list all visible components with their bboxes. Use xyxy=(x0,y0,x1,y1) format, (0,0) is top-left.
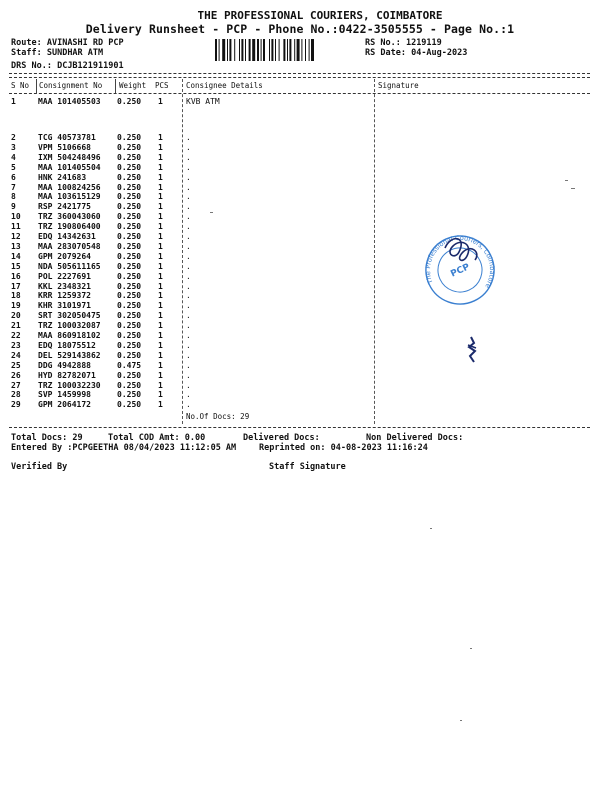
row-pcs: 1 xyxy=(158,152,163,162)
non-delivered-docs: Non Delivered Docs: xyxy=(366,433,464,443)
row-pcs: 1 xyxy=(158,202,163,212)
row-sno: 14 xyxy=(11,251,21,261)
runsheet-title: Delivery Runsheet - PCP - Phone No.:0422-3505555 - Page No.:1 xyxy=(85,22,515,36)
barcode-bar xyxy=(219,39,220,61)
table-top-rule-2 xyxy=(9,77,590,78)
row-pcs: 1 xyxy=(158,97,163,106)
row-consignment-no: DDG 4942888 xyxy=(38,360,91,370)
row-consignment-no: MAA 283070548 xyxy=(38,241,101,251)
row-weight: 0.250 xyxy=(117,311,142,321)
barcode-bar xyxy=(311,39,314,61)
barcode-bar xyxy=(305,39,306,61)
row-consignment-no: IXM 504248496 xyxy=(38,152,101,162)
row-weight: 0.475 xyxy=(117,360,142,370)
total-cod-amount: Total COD Amt: 0.00 xyxy=(108,433,206,443)
table-row xyxy=(0,242,600,252)
row-consignment-no: MAA 101405503 xyxy=(38,97,101,106)
table-row xyxy=(0,262,600,272)
row-sno: 18 xyxy=(11,291,21,301)
row-weight: 0.250 xyxy=(117,202,142,212)
row-consignee-details: . xyxy=(186,251,191,261)
barcode-bar xyxy=(294,39,295,61)
row-consignee-details: . xyxy=(186,162,191,172)
row-pcs: 1 xyxy=(158,331,163,340)
row-consignment-no: SRT 302050475 xyxy=(38,311,101,321)
table-row xyxy=(0,97,600,107)
barcode-bar xyxy=(252,39,255,61)
row-sno: 27 xyxy=(11,380,21,390)
drs-value: DCJB121911901 xyxy=(57,61,124,71)
table-row xyxy=(0,153,600,163)
row-consignee-details: . xyxy=(186,222,191,232)
col-header-signature: Signature xyxy=(378,81,419,90)
row-sno: 6 xyxy=(11,172,16,182)
row-consignee-details: . xyxy=(186,172,191,182)
row-consignee-details: . xyxy=(186,370,191,380)
row-pcs: 1 xyxy=(158,360,163,370)
table-row xyxy=(0,291,600,301)
row-sno: 28 xyxy=(11,390,21,400)
row-pcs: 1 xyxy=(158,400,163,410)
row-consignee-details: . xyxy=(186,271,191,281)
col-divider xyxy=(36,79,37,93)
signature-mark xyxy=(462,335,482,365)
table-row xyxy=(0,321,600,331)
route-line xyxy=(11,38,124,48)
row-consignee-details: . xyxy=(186,340,191,350)
row-sno: 24 xyxy=(11,350,21,360)
row-consignment-no: HYD 82782071 xyxy=(38,370,96,380)
row-pcs: 1 xyxy=(158,182,163,192)
table-row xyxy=(0,222,600,232)
table-row xyxy=(0,282,600,292)
row-consignee-details: . xyxy=(186,350,191,360)
route-value: AVINASHI RD PCP xyxy=(46,38,124,48)
row-pcs: 1 xyxy=(158,261,163,271)
row-consignee-details: . xyxy=(186,232,191,241)
rs-no-label: RS No.: xyxy=(365,38,401,48)
barcode-bar xyxy=(301,39,302,61)
staff-signature-label: Staff Signature xyxy=(269,462,346,472)
route-label: Route: xyxy=(11,38,42,48)
row-sno: 25 xyxy=(11,360,21,370)
row-weight: 0.250 xyxy=(117,321,142,331)
row-sno: 3 xyxy=(11,142,16,152)
row-weight: 0.250 xyxy=(117,331,142,340)
table-row xyxy=(0,371,600,381)
table-row xyxy=(0,361,600,371)
row-weight: 0.250 xyxy=(117,162,142,172)
barcode-bar xyxy=(283,39,285,61)
barcode-bar xyxy=(239,39,240,61)
row-sno: 11 xyxy=(11,222,21,232)
row-consignee-details: . xyxy=(186,321,191,331)
table-row xyxy=(0,192,600,202)
row-weight: 0.250 xyxy=(117,291,142,301)
row-pcs: 1 xyxy=(158,271,163,281)
row-consignee-details: . xyxy=(186,380,191,390)
row-sno: 5 xyxy=(11,162,16,172)
row-pcs: 1 xyxy=(158,212,163,222)
table-row xyxy=(0,143,600,153)
row-weight: 0.250 xyxy=(117,241,142,251)
row-pcs: 1 xyxy=(158,232,163,241)
row-weight: 0.250 xyxy=(117,152,142,162)
row-sno: 2 xyxy=(11,133,16,142)
table-row xyxy=(0,311,600,321)
row-pcs: 1 xyxy=(158,142,163,152)
row-pcs: 1 xyxy=(158,350,163,360)
row-sno: 12 xyxy=(11,232,21,241)
row-weight: 0.250 xyxy=(117,212,142,222)
barcode-bar xyxy=(222,39,225,61)
row-consignee-details: . xyxy=(186,261,191,271)
row-pcs: 1 xyxy=(158,133,163,142)
row-consignment-no: TCG 40573781 xyxy=(38,133,96,142)
table-row xyxy=(0,400,600,410)
row-sno: 23 xyxy=(11,340,21,350)
row-consignment-no: MAA 860918102 xyxy=(38,331,101,340)
reprinted-on: Reprinted on: 04-08-2023 11:16:24 xyxy=(259,443,428,453)
col-header-weight: Weight xyxy=(119,81,147,90)
row-pcs: 1 xyxy=(158,321,163,331)
row-sno: 20 xyxy=(11,311,21,321)
row-sno: 10 xyxy=(11,212,21,222)
row-weight: 0.250 xyxy=(117,301,142,311)
barcode-bar xyxy=(227,39,228,61)
row-consignment-no: MAA 103615129 xyxy=(38,192,101,202)
row-consignment-no: KHR 3101971 xyxy=(38,301,91,311)
col-header-pcs: PCS xyxy=(155,81,169,90)
row-consignment-no: KRR 1259372 xyxy=(38,291,91,301)
row-consignee-details: . xyxy=(186,390,191,400)
row-consignment-no: RSP 2421775 xyxy=(38,202,91,212)
staff-line xyxy=(11,48,103,58)
barcode-bar xyxy=(263,39,265,61)
barcode-bar xyxy=(241,39,243,61)
svg-text:The Professional Couriers, Coi: The Professional Couriers, Coimbatore xyxy=(423,233,497,290)
table-row xyxy=(0,331,600,341)
row-consignment-no: DEL 529143862 xyxy=(38,350,101,360)
barcode-bar xyxy=(271,39,273,61)
col-divider xyxy=(115,79,116,93)
company-stamp xyxy=(415,230,505,310)
table-row xyxy=(0,301,600,311)
table-row xyxy=(0,133,600,143)
barcode-bar xyxy=(229,39,231,61)
row-consignment-no: POL 2227691 xyxy=(38,271,91,281)
barcode-bar xyxy=(249,39,251,61)
table-row xyxy=(0,202,600,212)
row-sno: 19 xyxy=(11,301,21,311)
row-consignee-details: . xyxy=(186,202,191,212)
row-consignee-details: KVB ATM xyxy=(186,97,220,106)
verified-by: Verified By xyxy=(11,462,68,472)
row-consignee-details: . xyxy=(186,182,191,192)
row-sno: 13 xyxy=(11,241,21,251)
drs-label: DRS No.: xyxy=(11,61,52,71)
row-pcs: 1 xyxy=(158,222,163,232)
row-pcs: 1 xyxy=(158,241,163,251)
row-consignee-details: . xyxy=(186,331,191,340)
scan-speck xyxy=(565,180,568,181)
col-header-details: Consignee Details xyxy=(186,81,263,90)
table-row xyxy=(0,163,600,173)
row-consignment-no: VPM 5106668 xyxy=(38,142,91,152)
scan-speck xyxy=(470,648,472,649)
row-weight: 0.250 xyxy=(117,281,142,291)
row-weight: 0.250 xyxy=(117,251,142,261)
rs-no-line xyxy=(365,38,442,48)
entered-by: Entered By :PCPGEETHA 08/04/2023 11:12:05 AM xyxy=(11,443,237,453)
no-of-docs: No.Of Docs: 29 xyxy=(186,412,250,421)
company-title: THE PROFESSIONAL COURIERS, COIMBATORE xyxy=(197,9,443,22)
row-weight: 0.250 xyxy=(117,380,142,390)
barcode-image xyxy=(215,39,350,61)
row-weight: 0.250 xyxy=(117,172,142,182)
row-consignee-details: . xyxy=(186,301,191,311)
table-row xyxy=(0,381,600,391)
row-sno: 17 xyxy=(11,281,21,291)
row-pcs: 1 xyxy=(158,172,163,182)
row-consignment-no: MAA 100824256 xyxy=(38,182,101,192)
row-consignment-no: EDQ 14342631 xyxy=(38,232,96,241)
total-docs: Total Docs: 29 xyxy=(11,433,83,443)
row-sno: 21 xyxy=(11,321,21,331)
row-weight: 0.250 xyxy=(117,370,142,380)
row-consignee-details: . xyxy=(186,360,191,370)
barcode-bar xyxy=(289,39,291,61)
drs-line xyxy=(11,61,124,71)
row-weight: 0.250 xyxy=(117,133,142,142)
row-consignee-details: . xyxy=(186,152,191,162)
row-weight: 0.250 xyxy=(117,340,142,350)
barcode-bar xyxy=(309,39,310,61)
col-header-consignment: Consignment No xyxy=(39,81,103,90)
row-consignee-details: . xyxy=(186,212,191,222)
barcode-bar xyxy=(287,39,288,61)
row-weight: 0.250 xyxy=(117,192,142,202)
row-sno: 1 xyxy=(11,97,16,106)
row-sno: 16 xyxy=(11,271,21,281)
row-pcs: 1 xyxy=(158,281,163,291)
row-sno: 15 xyxy=(11,261,21,271)
table-row xyxy=(0,183,600,193)
table-row xyxy=(0,252,600,262)
scan-speck xyxy=(430,528,432,529)
row-consignee-details: . xyxy=(186,133,191,142)
staff-label: Staff: xyxy=(11,48,42,58)
rs-date-label: RS Date: xyxy=(365,48,406,58)
row-consignee-details: . xyxy=(186,192,191,202)
row-consignment-no: GPM 2079264 xyxy=(38,251,91,261)
staff-value: SUNDHAR ATM xyxy=(46,48,104,58)
barcode-bar xyxy=(245,39,246,61)
row-consignment-no: KKL 2348321 xyxy=(38,281,91,291)
row-pcs: 1 xyxy=(158,380,163,390)
barcode-bar xyxy=(275,39,276,61)
row-sno: 22 xyxy=(11,331,21,340)
table-row xyxy=(0,232,600,242)
row-consignee-details: . xyxy=(186,241,191,251)
table-row xyxy=(0,212,600,222)
row-consignment-no: TRZ 100032087 xyxy=(38,321,101,331)
barcode-bar xyxy=(257,39,259,61)
row-consignment-no: MAA 101405504 xyxy=(38,162,101,172)
row-consignment-no: SVP 1459998 xyxy=(38,390,91,400)
table-top-rule xyxy=(9,73,590,74)
delivered-docs: Delivered Docs: xyxy=(243,433,320,443)
col-header-sno: S No xyxy=(11,81,30,90)
row-pcs: 1 xyxy=(158,390,163,400)
row-sno: 7 xyxy=(11,182,16,192)
table-row xyxy=(0,272,600,282)
row-consignee-details: . xyxy=(186,142,191,152)
barcode-bar xyxy=(234,39,235,61)
row-consignee-details: . xyxy=(186,311,191,321)
row-consignee-details: . xyxy=(186,281,191,291)
row-weight: 0.250 xyxy=(117,142,142,152)
row-weight: 0.250 xyxy=(117,400,142,410)
row-weight: 0.250 xyxy=(117,350,142,360)
barcode-bar xyxy=(261,39,262,61)
barcode-bar xyxy=(297,39,300,61)
row-pcs: 1 xyxy=(158,370,163,380)
scan-speck xyxy=(210,212,213,213)
row-pcs: 1 xyxy=(158,192,163,202)
barcode-bar xyxy=(215,39,217,61)
table-row xyxy=(0,341,600,351)
row-weight: 0.250 xyxy=(117,271,142,281)
row-sno: 9 xyxy=(11,202,16,212)
row-consignment-no: NDA 505611165 xyxy=(38,261,101,271)
row-consignment-no: TRZ 190806400 xyxy=(38,222,101,232)
row-consignment-no: TRZ 360043060 xyxy=(38,212,101,222)
row-consignment-no: GPM 2064172 xyxy=(38,400,91,410)
row-weight: 0.250 xyxy=(117,182,142,192)
row-weight: 0.250 xyxy=(117,261,142,271)
row-weight: 0.250 xyxy=(117,232,142,241)
table-row xyxy=(0,173,600,183)
table-row xyxy=(0,390,600,400)
row-consignment-no: HNK 241683 xyxy=(38,172,87,182)
barcode-bar xyxy=(269,39,270,61)
row-sno: 8 xyxy=(11,192,16,202)
row-pcs: 1 xyxy=(158,311,163,321)
row-consignee-details: . xyxy=(186,400,191,410)
row-consignee-details: . xyxy=(186,291,191,301)
rs-date-value: 04-Aug-2023 xyxy=(411,48,468,58)
row-pcs: 1 xyxy=(158,301,163,311)
scan-speck xyxy=(571,188,575,189)
row-consignment-no: EDQ 18075512 xyxy=(38,340,96,350)
scan-speck xyxy=(460,720,462,721)
row-sno: 29 xyxy=(11,400,21,410)
row-weight: 0.250 xyxy=(117,97,142,106)
table-row xyxy=(0,351,600,361)
svg-text:PCP: PCP xyxy=(449,262,472,280)
row-pcs: 1 xyxy=(158,162,163,172)
barcode-bar xyxy=(279,39,280,61)
row-consignment-no: TRZ 100032230 xyxy=(38,380,101,390)
rs-date-line xyxy=(365,48,467,58)
row-sno: 26 xyxy=(11,370,21,380)
row-weight: 0.250 xyxy=(117,222,142,232)
row-weight: 0.250 xyxy=(117,390,142,400)
header-bottom-rule xyxy=(9,93,590,94)
row-pcs: 1 xyxy=(158,340,163,350)
rs-no-value: 1219119 xyxy=(405,38,442,48)
table-bottom-rule xyxy=(9,427,590,428)
row-sno: 4 xyxy=(11,152,16,162)
row-pcs: 1 xyxy=(158,251,163,261)
row-pcs: 1 xyxy=(158,291,163,301)
